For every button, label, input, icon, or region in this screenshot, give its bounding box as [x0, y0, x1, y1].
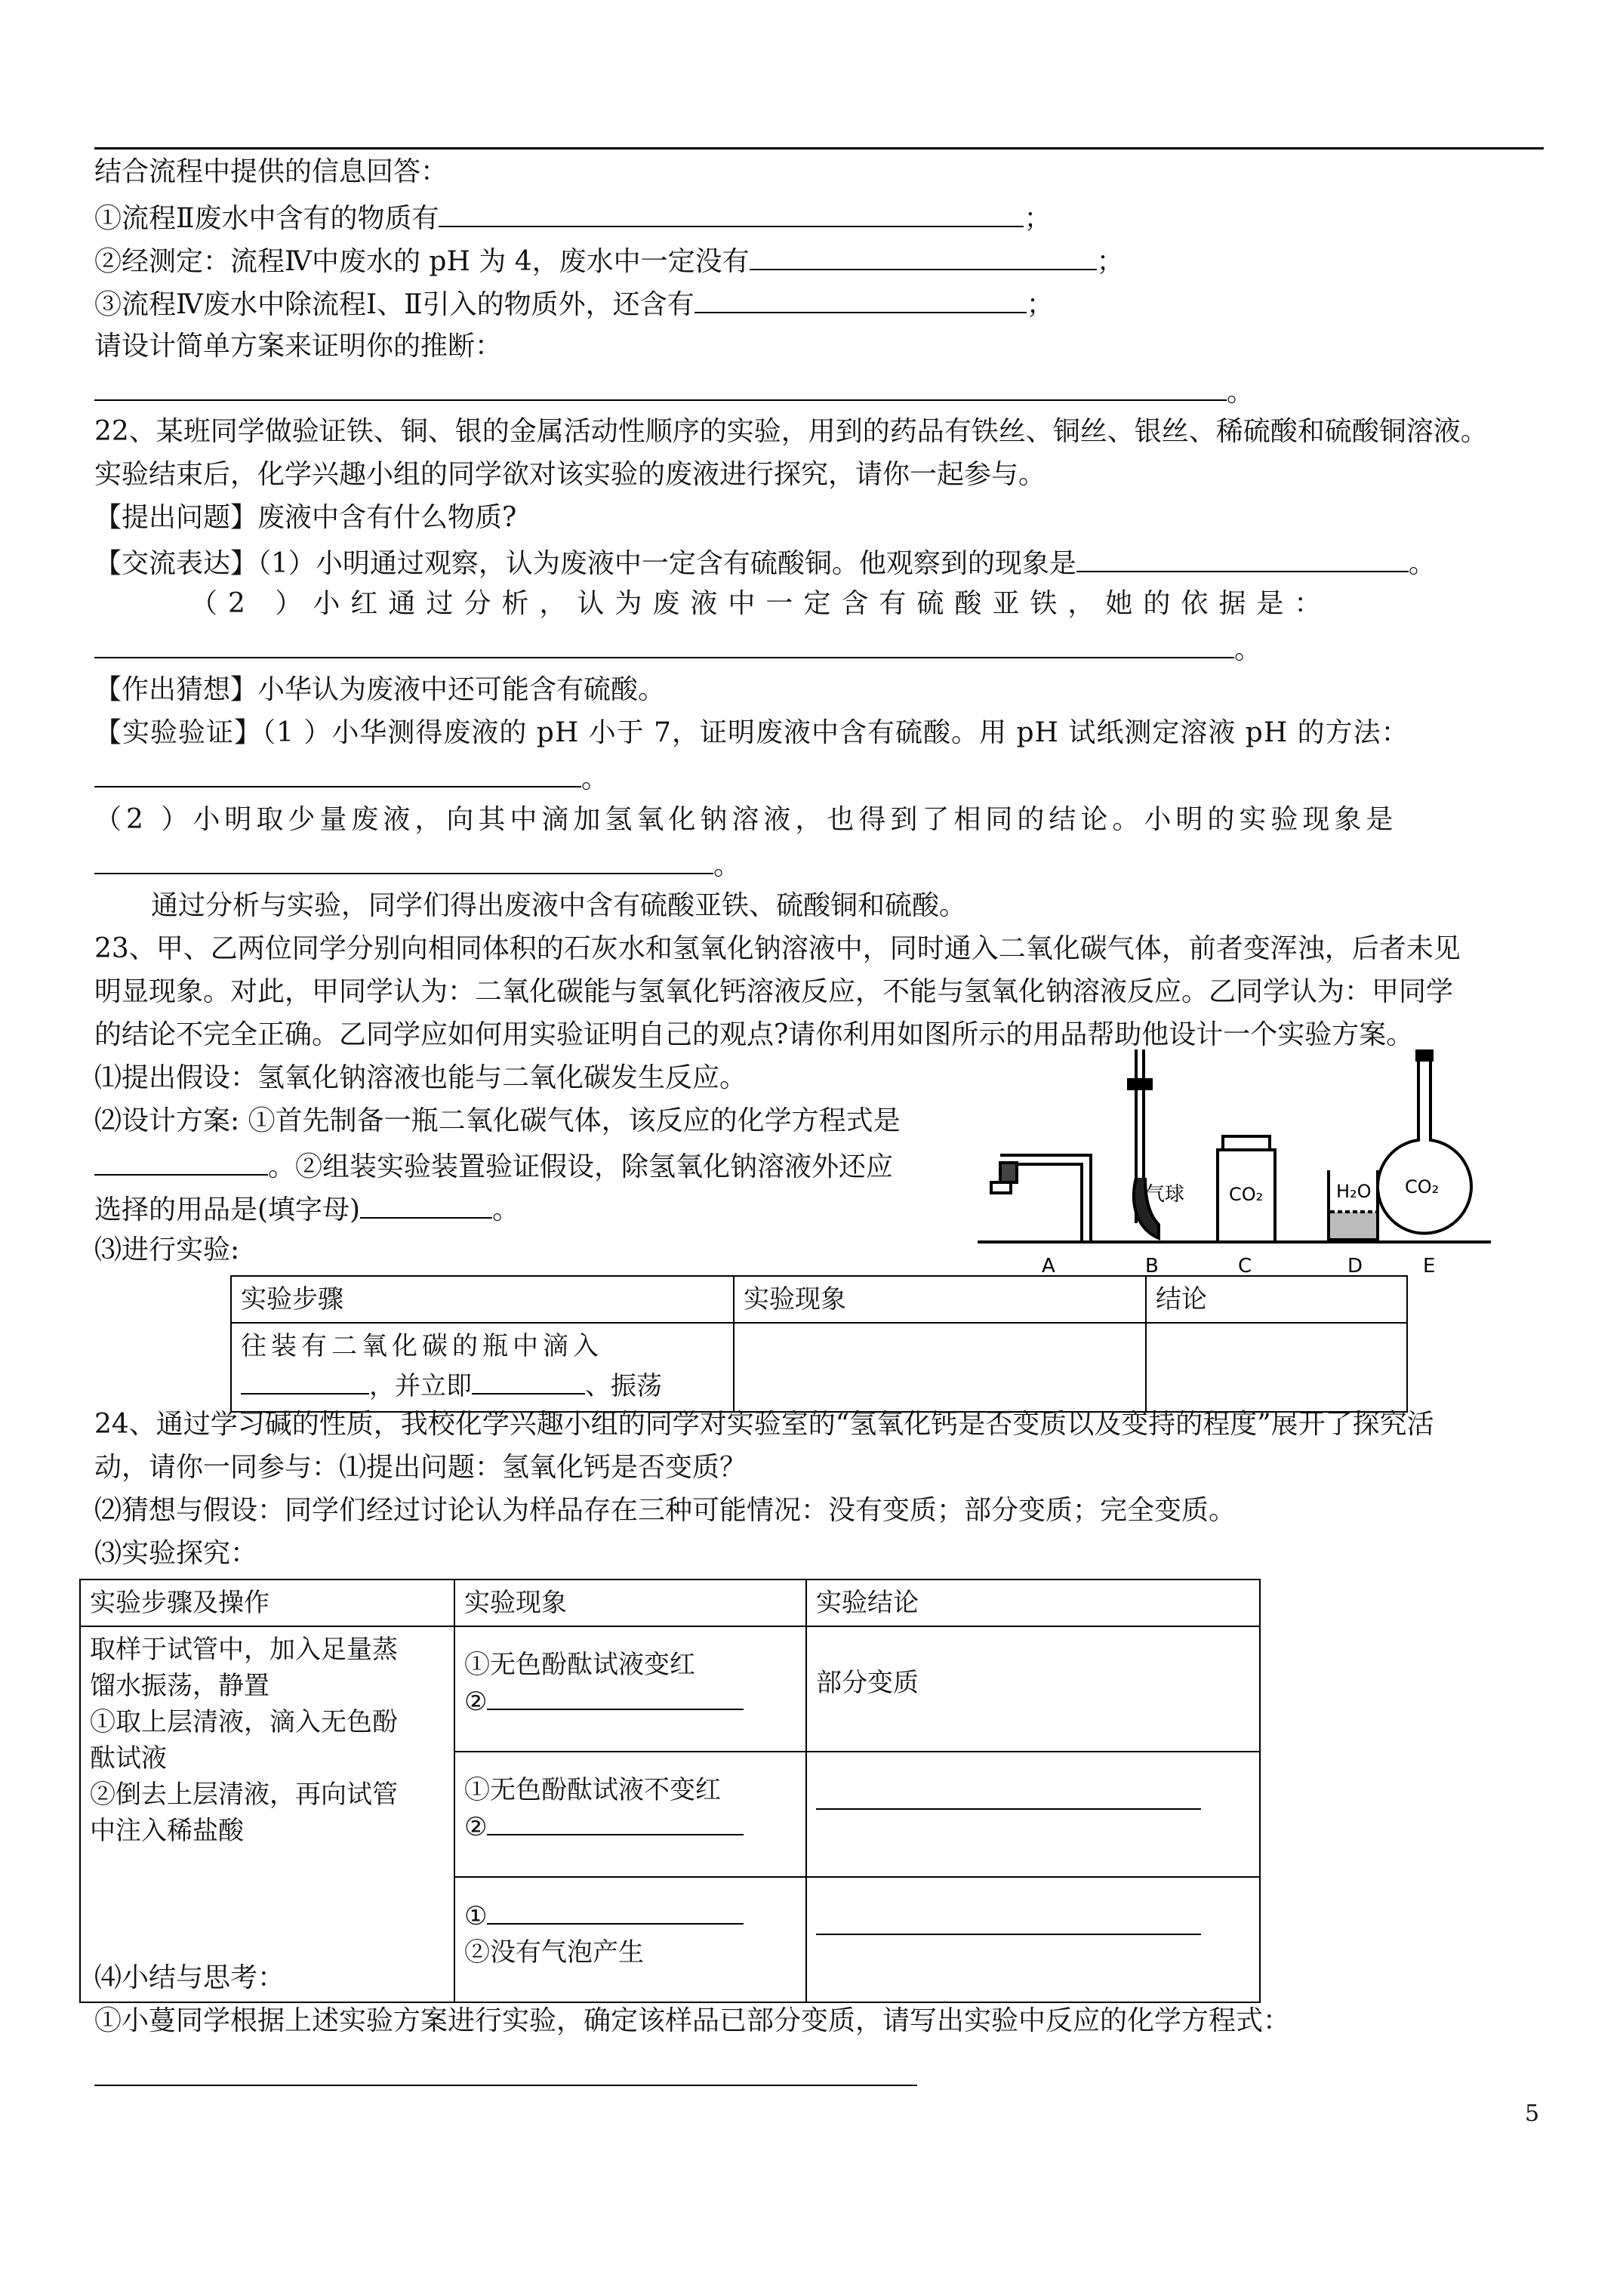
- text-line: [94, 973, 1453, 1011]
- text: 。②组装实验装置验证假设，除氢氧化钠溶液外还应: [268, 1151, 894, 1182]
- conclusion-cell: 部分变质: [806, 1626, 1260, 1752]
- text: 实验结束后，化学兴趣小组的同学欲对该实验的废液进行探究，请你一起参与。: [94, 459, 1046, 490]
- text: ；: [1024, 203, 1052, 234]
- text-line: [94, 1449, 747, 1487]
- procedure-line: 馏水振荡，静置: [90, 1671, 269, 1701]
- step-cell: [231, 1323, 734, 1412]
- observation-cell: ①无色酚酞试液变红 ②: [454, 1626, 806, 1752]
- observation-cell: ① ②没有气泡产生: [454, 1877, 806, 2002]
- text: ⑶实验探究：: [94, 1538, 258, 1569]
- text: ③流程Ⅳ废水中除流程Ⅰ、Ⅱ引入的物质外，还含有: [94, 289, 694, 320]
- co2-flask-label: CO₂: [1405, 1176, 1440, 1197]
- co2-bottle-label: CO₂: [1229, 1184, 1264, 1205]
- h2o-label: H₂O: [1336, 1181, 1372, 1202]
- question-23-line: [94, 930, 1461, 968]
- procedure-line: 取样于试管中，加入足量蒸: [90, 1635, 398, 1665]
- text: 【交流表达】（1）小明通过观察，认为废液中一定含有硫酸铜。他观察到的现象是: [94, 548, 1076, 579]
- table-header: 实验现象: [734, 1276, 1146, 1323]
- answer-blank[interactable]: [94, 1145, 268, 1176]
- answer-blank[interactable]: [439, 197, 1024, 227]
- step-line: 往装有二氧化碳的瓶中滴入: [241, 1331, 603, 1361]
- text: ①小蔓同学根据上述实验方案进行实验，确定该样品已部分变质，请写出实验中反应的化学方程式：: [94, 2005, 1291, 2036]
- text-line: [94, 2056, 917, 2097]
- text: ⑵设计方案: ①首先制备一瓶二氧化碳气体，该反应的化学方程式是: [94, 1105, 901, 1136]
- text-line: [94, 1145, 893, 1186]
- procedure-line: 中注入稀盐酸: [90, 1816, 244, 1846]
- text: 23、甲、乙两位同学分别向相同体积的石灰水和氢氧化钠溶液中，同时通入二氧化碳气体，前者变浑浊，后者未见: [94, 933, 1461, 964]
- label-c: C: [1238, 1255, 1252, 1277]
- answer-blank[interactable]: [487, 1683, 744, 1710]
- text: 。: [713, 850, 741, 881]
- answer-blank[interactable]: [816, 1775, 1201, 1810]
- answer-blank[interactable]: [94, 2056, 917, 2086]
- text: 。: [1227, 377, 1255, 408]
- text: （2 ）小红通过分析，认为废液中一定含有硫酸亚铁，她的依据是：: [190, 588, 1332, 619]
- answer-blank[interactable]: [816, 1900, 1201, 1935]
- apparatus-figure: [978, 1049, 1491, 1284]
- header-rule: [94, 147, 1544, 149]
- text: 22、某班同学做验证铁、铜、银的金属活动性顺序的实验，用到的药品有铁丝、铜丝、银丝、稀硫酸和硫酸铜溶液。: [94, 416, 1488, 447]
- text-line: [94, 283, 1054, 324]
- text-line: [94, 628, 1261, 669]
- text: 【作出猜想】小华认为废液中还可能含有硫酸。: [94, 674, 666, 705]
- procedure-line: ②倒去上层清液，再向试管: [90, 1780, 398, 1810]
- text-line: [94, 1492, 1236, 1530]
- text-line: [94, 328, 502, 365]
- answer-blank[interactable]: [94, 628, 1234, 658]
- answer-blank[interactable]: [694, 283, 1027, 313]
- text: （2 ）小明取少量废液，向其中滴加氢氧化钠溶液，也得到了相同的结论。小明的实验现象是: [94, 804, 1398, 835]
- text: 通过分析与实验，同学们得出废液中含有硫酸亚铁、硫酸铜和硫酸。: [151, 890, 967, 921]
- question-24-line: [94, 1406, 1434, 1444]
- text-line: [190, 585, 1534, 623]
- answer-blank[interactable]: [94, 371, 1227, 401]
- text-line: [94, 1016, 1413, 1054]
- table-header: 实验步骤及操作: [80, 1579, 454, 1626]
- text-line: [94, 1102, 901, 1140]
- text-line: [94, 844, 741, 885]
- text: 选择的用品是(填字母): [94, 1194, 361, 1225]
- answer-blank[interactable]: [241, 1364, 369, 1395]
- label-d: D: [1347, 1255, 1363, 1277]
- answer-blank[interactable]: [750, 240, 1097, 270]
- text-line: [94, 456, 1046, 494]
- text: ②经测定：流程Ⅳ中废水的 pH 为 4，废水中一定没有: [94, 246, 750, 277]
- apparatus-a: [991, 1155, 1091, 1242]
- text-line: [151, 887, 966, 925]
- label-a: A: [1042, 1255, 1055, 1277]
- page-number: 5: [1525, 2100, 1540, 2127]
- text-line: [94, 542, 1436, 583]
- conclusion-cell: [806, 1877, 1260, 2002]
- text: 24、通过学习碱的性质，我校化学兴趣小组的同学对实验室的“氢氧化钙是否变质以及变持的程度”展开了探究活: [94, 1409, 1434, 1440]
- text: ；: [1096, 246, 1124, 277]
- text-line: [94, 714, 1409, 752]
- text: ①流程Ⅱ废水中含有的物质有: [94, 203, 439, 234]
- text: ⑴提出假设：氢氧化钠溶液也能与二氧化碳发生反应。: [94, 1062, 747, 1093]
- table-header: 实验步骤: [231, 1276, 734, 1323]
- text: 【实验验证】（1 ）小华测得废液的 pH 小于 7，证明废液中含有硫酸。用 pH 试纸测定溶液 pH 的方法：: [94, 717, 1409, 748]
- answer-blank[interactable]: [94, 844, 713, 874]
- text-line: [94, 371, 1254, 411]
- answer-blank[interactable]: [94, 757, 581, 787]
- text-line: [94, 1188, 519, 1229]
- answer-blank[interactable]: [487, 1808, 744, 1835]
- table-header: 实验现象: [454, 1579, 806, 1626]
- text-line: [94, 801, 1397, 839]
- table-header: 实验结论: [806, 1579, 1260, 1626]
- text: 。: [492, 1194, 520, 1225]
- text: ⑶进行实验:: [94, 1234, 240, 1265]
- answer-blank[interactable]: [1076, 542, 1409, 572]
- text-line: [94, 240, 1124, 281]
- text-line: [94, 1959, 285, 1997]
- text-line: [94, 2002, 1290, 2040]
- conclusion-cell: [806, 1752, 1260, 1877]
- balloon-label: 气球: [1145, 1183, 1185, 1206]
- experiment-table-24: [79, 1579, 1261, 2003]
- text-line: [94, 757, 608, 798]
- label-b: B: [1145, 1255, 1159, 1277]
- answer-blank[interactable]: [487, 1897, 744, 1925]
- text-line: [94, 499, 516, 537]
- procedure-cell: [80, 1626, 454, 2002]
- text: 。: [1408, 548, 1436, 579]
- text-line: [94, 153, 448, 191]
- text: 动，请你一同参与：⑴提出问题：氢氧化钙是否变质？: [94, 1452, 747, 1483]
- conclusion-cell[interactable]: [1146, 1323, 1407, 1412]
- table-header: 结论: [1146, 1276, 1407, 1323]
- label-e: E: [1423, 1255, 1436, 1277]
- step-line: ，并立即 、振荡: [241, 1364, 724, 1404]
- answer-blank[interactable]: [472, 1364, 585, 1395]
- text: 的结论不完全正确。乙同学应如何用实验证明自己的观点?请你利用如图所示的用品帮助他设计一个实验方案。: [94, 1019, 1414, 1050]
- procedure-line: ①取上层清液，滴入无色酚: [90, 1707, 398, 1737]
- text: 【提出问题】废液中含有什么物质?: [94, 502, 517, 533]
- text: ⑷小结与思考：: [94, 1962, 285, 1993]
- apparatus-e: [1378, 1049, 1471, 1233]
- experiment-table-23: [230, 1275, 1408, 1413]
- text-line: [94, 197, 1052, 238]
- text-line: [94, 1231, 239, 1269]
- text: 请设计简单方案来证明你的推断：: [94, 331, 503, 362]
- answer-blank[interactable]: [360, 1188, 492, 1219]
- text: 结合流程中提供的信息回答：: [94, 156, 448, 187]
- apparatus-b: [1129, 1049, 1159, 1238]
- text: ⑵猜想与假设：同学们经过讨论认为样品存在三种可能情况：没有变质；部分变质；完全变质。: [94, 1495, 1236, 1526]
- text-line: [94, 1535, 257, 1573]
- text-line: [94, 1059, 747, 1097]
- procedure-line: 酞试液: [90, 1743, 167, 1774]
- observation-cell[interactable]: [734, 1323, 1146, 1412]
- observation-cell: ①无色酚酞试液不变红 ②: [454, 1752, 806, 1877]
- text: 明显现象。对此，甲同学认为：二氧化碳能与氢氧化钙溶液反应，不能与氢氧化钠溶液反应。乙同学认为：甲同学: [94, 976, 1454, 1007]
- text: 。: [581, 763, 609, 794]
- question-22-line: [94, 413, 1488, 451]
- text: 。: [1234, 634, 1262, 665]
- text-line: [94, 671, 665, 709]
- text: ；: [1026, 289, 1054, 320]
